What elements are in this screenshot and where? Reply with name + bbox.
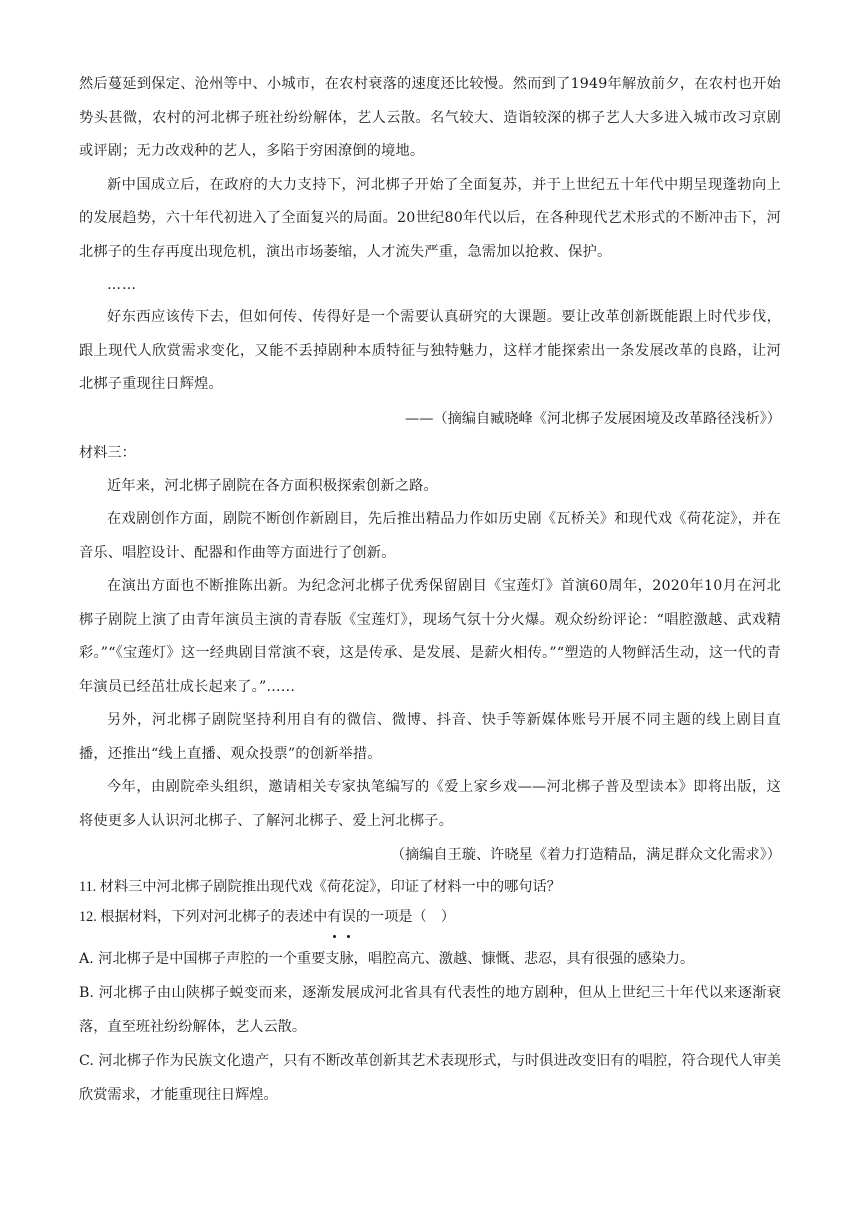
material-3-intro: 近年来，河北梆子剧院在各方面积极探索创新之路。 <box>107 477 438 494</box>
emphasis-char-wu: 误 <box>342 902 356 932</box>
paragraph-revival: 新中国成立后，在政府的大力支持下，河北梆子开始了全面复苏，并于上世纪五十年代中期呈现蓬勃向上的发展趋势，六十年代初进入了全面复兴的局面。20世纪80年代以后，在各种现代艺术形式的不断冲击下，河北梆子的生存再度出现危机，演出市场萎缩，人才流失严重，急需加以抢救、保护。 <box>79 176 781 260</box>
material-3-book: 今年，由剧院牵头组织，邀请相关专家执笔编写的《爱上家乡戏——河北梆子普及型读本》即将出版，这将使更多人认识河北梆子、了解河北梆子、爱上河北梆子。 <box>79 779 781 829</box>
option-c: C. 河北梆子作为民族文化遗产，只有不断改革创新其艺术表现形式，与时俱进改变旧有的唱腔，符合现代人审美欣赏需求，才能重现往日辉煌。 <box>79 1053 781 1103</box>
option-a: A. 河北梆子是中国梆子声腔的一个重要支脉，唱腔高亢、激越、慷慨、悲忍，具有很强的感染力。 <box>79 951 695 967</box>
ellipsis: …… <box>107 277 137 293</box>
question-12 <box>79 902 781 932</box>
paragraph-continuation: 然后蔓延到保定、沧州等中、小城市，在农村衰落的速度还比较慢。然而到了1949年解放前夕，在农村也开始势头甚微，农村的河北梆子班社纷纷解体，艺人云散。名气较大、造诣较深的梆子艺人大多进入城市改习京剧或评剧；无力改戏种的艺人，多陷于穷困潦倒的境地。 <box>79 76 781 159</box>
material-3-performance: 在演出方面也不断推陈出新。为纪念河北梆子优秀保留剧目《宝莲灯》首演60周年，2020年10月在河北梆子剧院上演了由青年演员主演的青春版《宝莲灯》，现场气氛十分火爆。观众纷纷评论：“唱腔激越、武戏精彩。”“《宝莲灯》这一经典剧目常演不衰，这是传承、是发展、是薪火相传。”“塑造的人物鲜活生动，这一代的青年演员已经茁壮成长起来了。”…… <box>79 578 781 695</box>
answer-options <box>79 942 781 1112</box>
material-3-new-media: 另外，河北梆子剧院坚持利用自有的微信、微博、抖音、快手等新媒体账号开展不同主题的线上剧目直播，还推出“线上直播、观众投票”的创新举措。 <box>79 712 781 762</box>
material-3-creation: 在戏剧创作方面，剧院不断创作新剧目，先后推出精品力作如历史剧《瓦桥关》和现代戏《荷花淀》，并在音乐、唱腔设计、配器和作曲等方面进行了创新。 <box>79 511 781 561</box>
document-page <box>79 68 781 1112</box>
emphasis-char-you: 有 <box>327 902 341 932</box>
source-material-2: ——（摘编自臧晓峰《河北梆子发展困境及改革路径浅析》） <box>405 410 781 427</box>
source-material-3: （摘编自王璇、许晓星《着力打造精品，满足群众文化需求》） <box>390 847 781 863</box>
option-b: B. 河北梆子由山陕梆子蜕变而来，逐渐发展成河北省具有代表性的地方剧种，但从上世纪三十年代以来逐渐衰落，直至班社纷纷解体，艺人云散。 <box>79 985 781 1035</box>
question-12-prefix: 12. 根据材料，下列对河北梆子的表述中 <box>79 909 328 925</box>
material-3-label: 材料三： <box>79 444 136 461</box>
paragraph-inheritance: 好东西应该传下去，但如何传、传得好是一个需要认真研究的大课题。要让改革创新既能跟上时代步伐，跟上现代人欣赏需求变化，又能不丢掉剧种本质特征与独特魅力，这样才能探索出一条发展改革的良路，让河北梆子重现往日辉煌。 <box>79 309 781 392</box>
question-11: 11. 材料三中河北梆子剧院推出现代戏《荷花淀》，印证了材料一中的哪句话？ <box>79 879 561 895</box>
question-12-suffix: 的一项是（ ） <box>355 909 456 925</box>
